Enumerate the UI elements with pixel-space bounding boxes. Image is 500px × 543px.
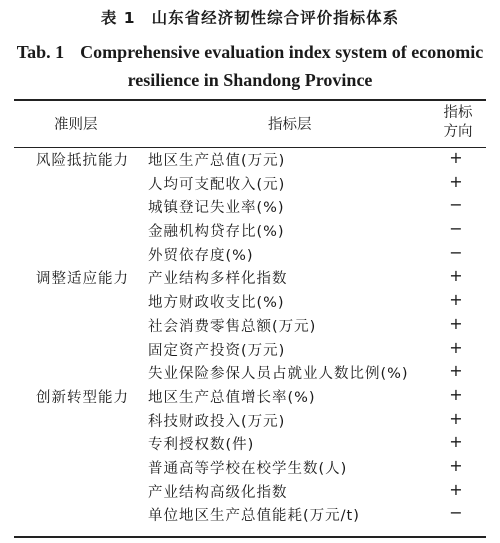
table-row [0,265,500,289]
indicator-cell: 金融机构贷存比(%) [148,224,285,241]
indicator-cell: 单位地区生产总值能耗(万元/t) [148,508,360,525]
table-row [0,289,500,313]
direction-cell: − [449,242,463,262]
criterion-cell: 调整适应能力 [36,271,129,288]
direction-cell: + [449,384,463,404]
criterion-cell: 创新转型能力 [36,389,129,406]
table-row [0,313,500,337]
direction-cell: + [449,432,463,452]
direction-cell: + [449,290,463,310]
direction-cell: + [449,148,463,167]
table-title-en-line1 [0,38,500,66]
direction-cell: + [449,337,463,357]
header-direction-line1: 指标 [443,105,473,121]
table-bottom-rule [14,536,486,538]
table-row [0,502,500,526]
direction-cell: − [449,195,463,215]
direction-cell: + [449,313,463,333]
table-row [0,171,500,195]
indicator-cell: 固定资产投资(万元) [148,342,286,359]
table-title-cn-text: 山东省经济韧性综合评价指标体系 [151,9,400,27]
direction-cell: + [449,455,463,475]
indicator-cell: 人均可支配收入(元) [148,176,286,193]
table-row [0,218,500,242]
table-row [0,337,500,361]
table-row [0,479,500,503]
table-row [0,194,500,218]
indicator-cell: 城镇登记失业率(%) [148,200,285,217]
indicator-cell: 产业结构多样化指数 [148,271,288,288]
direction-cell: + [449,171,463,191]
direction-cell: + [449,479,463,499]
header-criterion: 准则层 [54,117,98,133]
table-number-cn: 表 1 [100,9,136,27]
table-number-en: Tab. 1 [16,42,65,62]
direction-cell: + [449,361,463,381]
table-row [0,431,500,455]
table-title-en [0,38,500,94]
table-row [0,147,500,171]
indicator-cell: 科技财政投入(万元) [148,413,286,430]
table-title-cn [0,6,500,28]
header-direction-line2: 方向 [443,124,473,140]
table-title-en-line2: resilience in Shandong Province [127,70,373,90]
indicator-cell: 普通高等学校在校学生数(人) [148,460,348,477]
indicator-cell: 地区生产总值增长率(%) [148,389,316,406]
indicator-cell: 专利授权数(件) [148,437,255,454]
indicator-cell: 社会消费零售总额(万元) [148,318,317,335]
table-row [0,242,500,266]
direction-cell: − [449,503,463,523]
table-row [0,408,500,432]
table-title-en-text1: Comprehensive evaluation index system of economic [80,42,484,62]
indicator-cell: 外贸依存度(%) [148,247,254,264]
direction-cell: + [449,408,463,428]
indicator-cell: 地方财政收支比(%) [148,295,285,312]
table-body [0,147,500,526]
indicator-cell: 产业结构高级化指数 [148,484,288,501]
table-top-rule [14,99,486,101]
indicator-cell: 失业保险参保人员占就业人数比例(%) [148,366,409,383]
header-indicator: 指标层 [268,117,312,133]
table-row [0,384,500,408]
direction-cell: + [449,266,463,286]
direction-cell: − [449,219,463,239]
table-row [0,360,500,384]
table-row [0,455,500,479]
criterion-cell: 风险抵抗能力 [36,153,129,169]
header-direction [438,104,478,142]
indicator-cell: 地区生产总值(万元) [148,153,286,169]
